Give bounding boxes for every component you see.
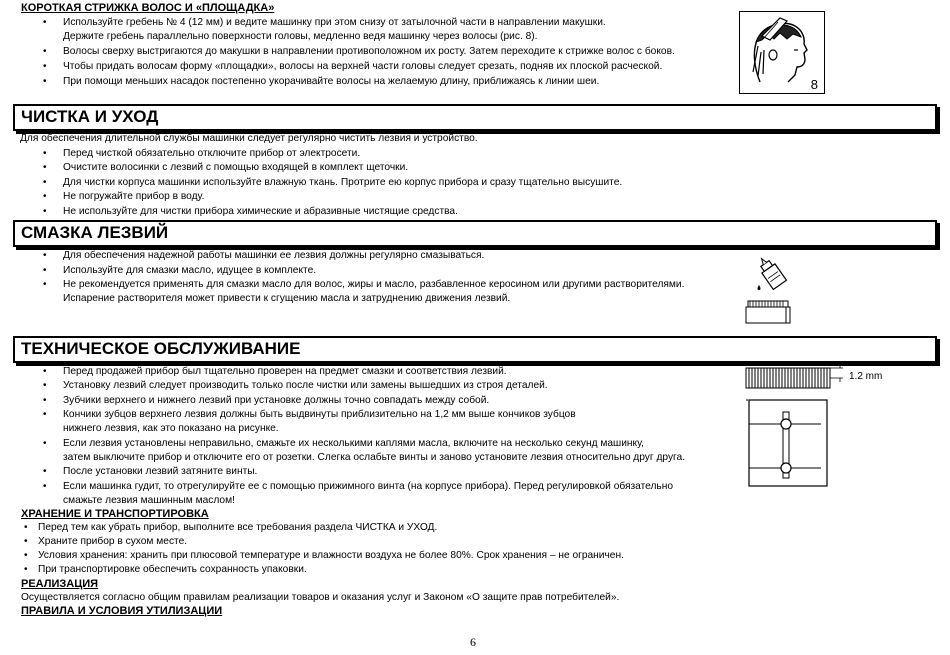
- list-item: Держите гребень параллельно поверхности головы, медленно ведя машинку через волосы (рис. 8).: [63, 31, 538, 42]
- bullet: •: [43, 17, 47, 28]
- section-heading-sale: РЕАЛИЗАЦИЯ: [21, 578, 99, 590]
- list-item: смажьте лезвия машинным маслом!: [63, 495, 235, 506]
- list-item: При помощи меньших насадок постепенно укорачивайте волосы на желаемую длину, приближаясь к линии шеи.: [63, 76, 600, 87]
- bullet: •: [43, 481, 47, 492]
- bullet: •: [24, 536, 28, 547]
- oil-bottle-icon: [743, 255, 795, 327]
- oil-bottle-figure: [743, 255, 795, 327]
- bullet: •: [43, 409, 47, 420]
- list-item: Установку лезвий следует производить только после чистки или замены вышедших из строя деталей.: [63, 380, 548, 391]
- list-item: Кончики зубцов верхнего лезвия должны быть выдвинуты приблизительно на 1,2 мм выше кончиков зубцов: [63, 409, 576, 420]
- page-number: 6: [470, 635, 476, 649]
- section-heading-disposal: ПРАВИЛА И УСЛОВИЯ УТИЛИЗАЦИИ: [21, 605, 223, 617]
- list-item: Для обеспечения надежной работы машинки ее лезвия должны регулярно смазываться.: [63, 250, 485, 261]
- list-item: При транспортировке обеспечить сохранность упаковки.: [38, 564, 307, 575]
- bullet: •: [24, 564, 28, 575]
- list-item: Используйте гребень № 4 (12 мм) и ведите машинку при этом снизу от затылочной части в направлении макушки.: [63, 17, 606, 28]
- bullet: •: [43, 466, 47, 477]
- bullet: •: [43, 279, 47, 290]
- bullet: •: [43, 265, 47, 276]
- section-title: ТЕХНИЧЕСКОЕ ОБСЛУЖИВАНИЕ: [21, 339, 301, 358]
- paragraph: Осуществляется согласно общим правилам реализации товаров и оказания услуг и Законом «О защите прав потребителей».: [21, 592, 620, 603]
- list-item: Перед чисткой обязательно отключите прибор от электросети.: [63, 148, 361, 159]
- section-heading-storage: ХРАНЕНИЕ И ТРАНСПОРТИРОВКА: [21, 508, 209, 520]
- bullet: •: [43, 46, 47, 57]
- bullet: •: [24, 550, 28, 561]
- list-item: Не используйте для чистки прибора химические и абразивные чистящие средства.: [63, 206, 458, 217]
- section-title: СМАЗКА ЛЕЗВИЙ: [21, 223, 169, 242]
- list-item: Если машинка гудит, то отрегулируйте ее с помощью прижимного винта (на корпусе прибора). Перед регулировкой обязательно: [63, 481, 674, 492]
- list-item: После установки лезвий затяните винты.: [63, 466, 258, 477]
- section-header-maintenance: [13, 336, 937, 363]
- list-item: Волосы сверху выстригаются до макушки в направлении противоположном их росту. Затем переходите к стрижке волос с боков.: [63, 46, 675, 57]
- list-item: Зубчики верхнего и нижнего лезвий при установке должны точно совпадать между собой.: [63, 395, 490, 406]
- list-item: Испарение растворителя может привести к сгущению масла и затруднению движения лезвий.: [63, 293, 511, 304]
- bullet: •: [43, 177, 47, 188]
- bullet: •: [43, 206, 47, 217]
- measure-label: 1.2 mm: [849, 371, 883, 382]
- list-item: Чтобы придать волосам форму «площадки», волосы на верхней части головы следует срезать, подняв их плоской расческой.: [63, 61, 663, 72]
- bullet: •: [43, 162, 47, 173]
- list-item: затем выключите прибор и отключите его от розетки. Слегка ослабьте винты и заново установите лезвия относительно друг друга.: [63, 452, 686, 463]
- bullet: •: [43, 438, 47, 449]
- list-item: Условия хранения: хранить при плюсовой температуре и влажности воздуха не более 80%. Срок хранения – не ограничен.: [38, 550, 624, 561]
- list-item: Не рекомендуется применять для смазки масло для волос, жиры и масло, разбавленное керосином или другими растворителями.: [63, 279, 685, 290]
- list-item: Храните прибор в сухом месте.: [38, 536, 188, 547]
- section-header-cleaning: [13, 104, 937, 131]
- figure-number: 8: [810, 77, 818, 92]
- list-item: Не погружайте прибор в воду.: [63, 191, 205, 202]
- list-item: Очистите волосинки с лезвий с помощью входящей в комплект щеточки.: [63, 162, 409, 173]
- bullet: •: [43, 366, 47, 377]
- bullet: •: [24, 522, 28, 533]
- bullet: •: [43, 250, 47, 261]
- list-item: Для чистки корпуса машинки используйте влажную ткань. Протрите ею корпус прибора и сразу тщательно высушите.: [63, 177, 623, 188]
- section-heading-short-haircut: КОРОТКАЯ СТРИЖКА ВОЛОС И «ПЛОЩАДКА»: [21, 2, 275, 14]
- bullet: •: [43, 395, 47, 406]
- list-item: Используйте для смазки масло, идущее в комплекте.: [63, 265, 317, 276]
- bullet: •: [43, 148, 47, 159]
- bullet: •: [43, 61, 47, 72]
- blade-icon: [743, 364, 893, 504]
- bullet: •: [43, 380, 47, 391]
- list-item: Если лезвия установлены неправильно, смажьте их несколькими каплями масла, включите на несколько секунд машинку,: [63, 438, 644, 449]
- bullet: •: [43, 191, 47, 202]
- section-title: ЧИСТКА И УХОД: [21, 107, 159, 126]
- bullet: •: [43, 76, 47, 87]
- list-item: Перед продажей прибор был тщательно проверен на предмет смазки и соответствия лезвий.: [63, 366, 507, 377]
- list-item: нижнего лезвия, как это показано на рисунке.: [63, 423, 279, 434]
- head-haircut-figure: [739, 11, 825, 94]
- list-item: Перед тем как убрать прибор, выполните все требования раздела ЧИСТКА и УХОД.: [38, 522, 438, 533]
- paragraph: Для обеспечения длительной службы машинки следует регулярно чистить лезвия и устройство.: [20, 133, 478, 144]
- section-header-lubrication: [13, 220, 937, 247]
- blade-alignment-figure: [743, 364, 893, 504]
